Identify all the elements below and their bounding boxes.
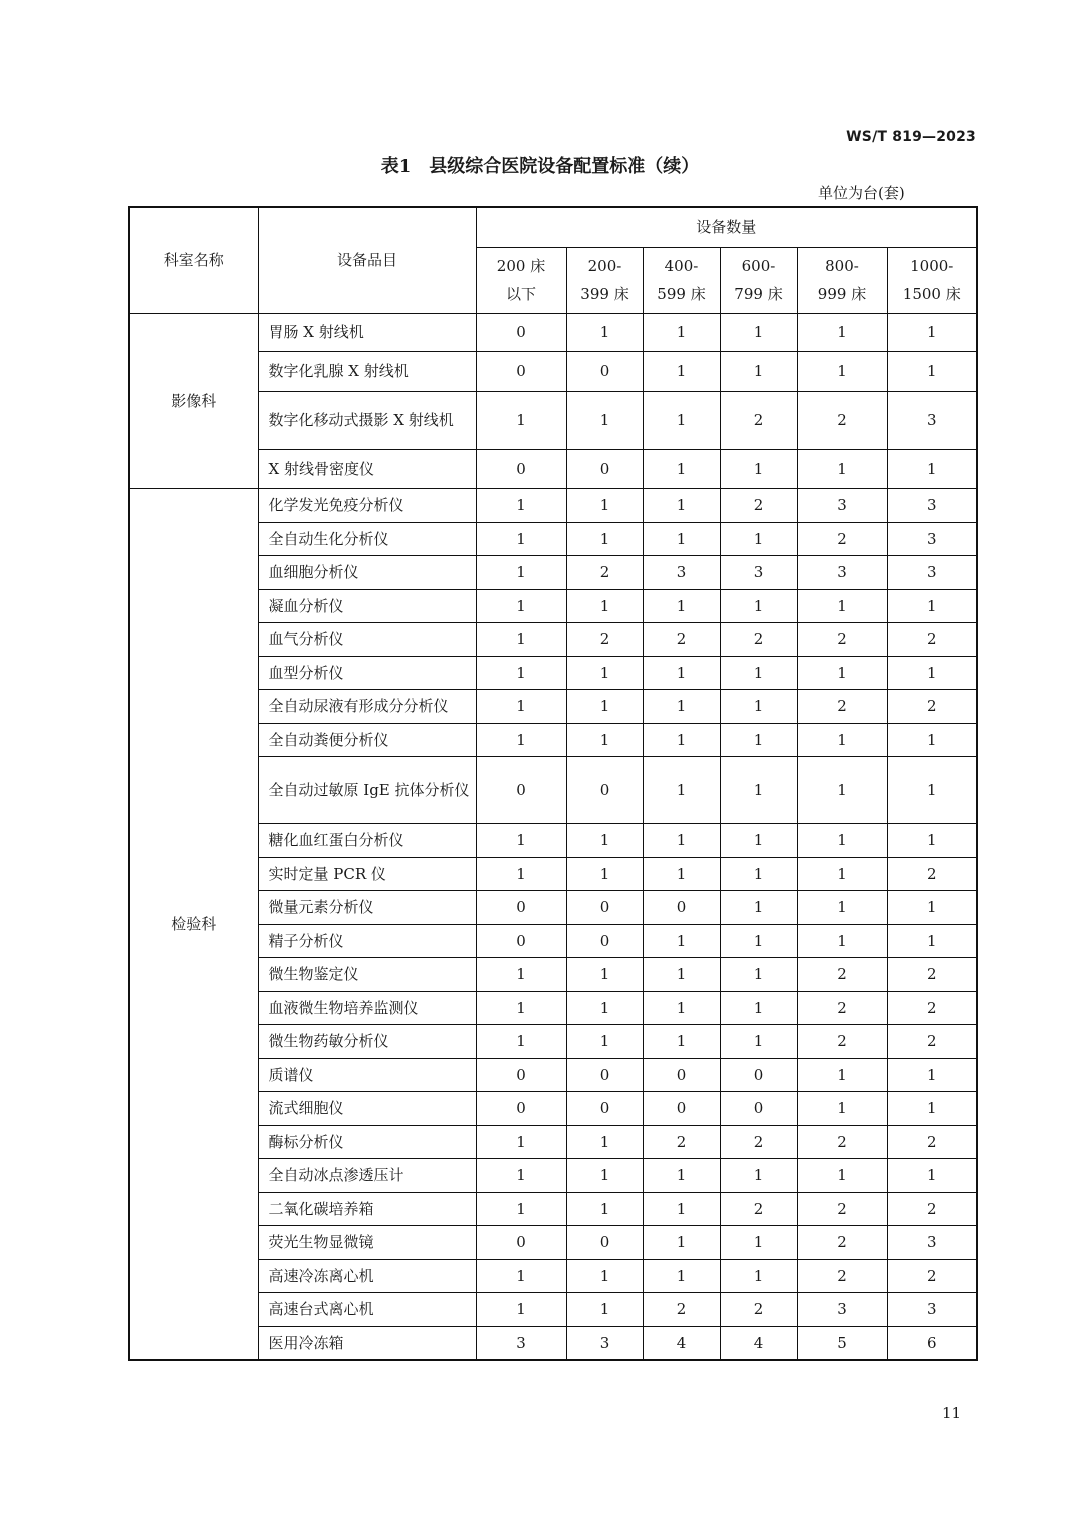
header-bed-group-line: 1000- <box>910 257 954 275</box>
quantity-cell: 1 <box>476 1125 566 1158</box>
quantity-cell: 1 <box>566 1125 643 1158</box>
quantity-cell: 1 <box>566 689 643 723</box>
quantity-cell: 1 <box>476 589 566 622</box>
quantity-cell: 3 <box>887 555 977 589</box>
header-bed-group <box>476 247 566 313</box>
quantity-cell: 1 <box>476 555 566 589</box>
quantity-cell: 0 <box>476 890 566 924</box>
quantity-cell: 1 <box>720 1225 797 1259</box>
quantity-cell: 1 <box>566 1158 643 1192</box>
quantity-cell: 1 <box>720 656 797 689</box>
quantity-cell: 1 <box>643 1259 720 1292</box>
quantity-cell: 4 <box>643 1326 720 1360</box>
quantity-cell: 0 <box>476 924 566 957</box>
quantity-cell: 1 <box>476 1192 566 1225</box>
quantity-cell: 1 <box>643 689 720 723</box>
quantity-cell: 1 <box>797 656 887 689</box>
quantity-cell: 2 <box>797 522 887 555</box>
quantity-cell: 1 <box>720 857 797 890</box>
quantity-cell: 1 <box>476 1259 566 1292</box>
table-title-text: 县级综合医院设备配置标准（续） <box>429 156 700 177</box>
quantity-cell: 1 <box>643 656 720 689</box>
header-bed-group-line: 799 床 <box>734 285 783 303</box>
item-cell: 流式细胞仪 <box>258 1091 476 1125</box>
quantity-cell: 1 <box>797 857 887 890</box>
quantity-cell: 1 <box>643 723 720 756</box>
quantity-cell: 0 <box>476 756 566 823</box>
item-cell: 医用冷冻箱 <box>258 1326 476 1360</box>
quantity-cell: 2 <box>797 1024 887 1058</box>
quantity-cell: 2 <box>797 991 887 1024</box>
header-bed-group-line: 599 床 <box>657 285 706 303</box>
quantity-cell: 1 <box>476 522 566 555</box>
quantity-cell: 1 <box>476 991 566 1024</box>
quantity-cell: 0 <box>566 756 643 823</box>
quantity-cell: 1 <box>643 1225 720 1259</box>
item-cell: 全自动生化分析仪 <box>258 522 476 555</box>
quantity-cell: 1 <box>566 823 643 857</box>
quantity-cell: 1 <box>476 823 566 857</box>
quantity-cell: 1 <box>566 488 643 522</box>
quantity-cell: 1 <box>720 823 797 857</box>
table-title <box>0 152 1080 178</box>
quantity-cell: 1 <box>643 823 720 857</box>
quantity-cell: 1 <box>643 488 720 522</box>
quantity-cell: 2 <box>797 1192 887 1225</box>
quantity-cell: 1 <box>643 522 720 555</box>
quantity-cell: 1 <box>643 1024 720 1058</box>
quantity-cell: 3 <box>887 488 977 522</box>
quantity-cell: 1 <box>643 857 720 890</box>
quantity-cell: 1 <box>643 1192 720 1225</box>
quantity-cell: 1 <box>720 589 797 622</box>
quantity-cell: 0 <box>476 449 566 488</box>
quantity-cell: 0 <box>476 1225 566 1259</box>
item-cell: 高速台式离心机 <box>258 1292 476 1326</box>
quantity-cell: 1 <box>566 1259 643 1292</box>
quantity-cell: 2 <box>887 622 977 656</box>
quantity-cell: 1 <box>887 723 977 756</box>
header-bed-group <box>887 247 977 313</box>
quantity-cell: 1 <box>797 1091 887 1125</box>
quantity-cell: 3 <box>797 555 887 589</box>
quantity-cell: 1 <box>476 857 566 890</box>
quantity-cell: 1 <box>720 1158 797 1192</box>
quantity-cell: 0 <box>643 1091 720 1125</box>
item-cell: 全自动粪便分析仪 <box>258 723 476 756</box>
quantity-cell: 0 <box>566 924 643 957</box>
quantity-cell: 0 <box>643 890 720 924</box>
quantity-cell: 1 <box>720 522 797 555</box>
quantity-cell: 1 <box>476 622 566 656</box>
quantity-cell: 1 <box>476 1158 566 1192</box>
quantity-cell: 1 <box>566 857 643 890</box>
item-cell: 全自动冰点渗透压计 <box>258 1158 476 1192</box>
quantity-cell: 1 <box>566 1292 643 1326</box>
item-cell: 数字化乳腺 X 射线机 <box>258 351 476 391</box>
quantity-cell: 3 <box>476 1326 566 1360</box>
quantity-cell: 2 <box>797 622 887 656</box>
quantity-cell: 1 <box>566 313 643 351</box>
quantity-cell: 0 <box>643 1058 720 1091</box>
quantity-cell: 2 <box>887 857 977 890</box>
quantity-cell: 6 <box>887 1326 977 1360</box>
quantity-cell: 0 <box>566 890 643 924</box>
quantity-cell: 0 <box>476 313 566 351</box>
quantity-cell: 0 <box>476 1091 566 1125</box>
header-bed-group <box>797 247 887 313</box>
item-cell: 全自动过敏原 IgE 抗体分析仪 <box>258 756 476 823</box>
quantity-cell: 2 <box>643 1125 720 1158</box>
document-id: WS/T 819—2023 <box>846 129 976 145</box>
quantity-cell: 1 <box>476 656 566 689</box>
quantity-cell: 2 <box>720 1192 797 1225</box>
quantity-cell: 0 <box>566 1091 643 1125</box>
quantity-cell: 3 <box>887 1225 977 1259</box>
quantity-cell: 1 <box>643 589 720 622</box>
quantity-cell: 1 <box>566 991 643 1024</box>
item-cell: 血细胞分析仪 <box>258 555 476 589</box>
quantity-cell: 1 <box>797 924 887 957</box>
header-bed-group-line: 以下 <box>505 285 536 303</box>
header-dept: 科室名称 <box>129 207 258 313</box>
header-bed-group-line: 600- <box>741 257 776 275</box>
quantity-cell: 1 <box>643 313 720 351</box>
quantity-cell: 1 <box>797 351 887 391</box>
item-cell: 荧光生物显微镜 <box>258 1225 476 1259</box>
quantity-cell: 1 <box>720 957 797 991</box>
quantity-cell: 2 <box>887 957 977 991</box>
quantity-cell: 1 <box>797 313 887 351</box>
quantity-cell: 1 <box>643 957 720 991</box>
item-cell: 血气分析仪 <box>258 622 476 656</box>
quantity-cell: 1 <box>566 723 643 756</box>
header-bed-group <box>720 247 797 313</box>
header-quantity: 设备数量 <box>476 207 977 247</box>
quantity-cell: 0 <box>566 449 643 488</box>
quantity-cell: 1 <box>476 689 566 723</box>
quantity-cell: 1 <box>720 890 797 924</box>
quantity-cell: 1 <box>566 656 643 689</box>
quantity-cell: 1 <box>566 522 643 555</box>
item-cell: 高速冷冻离心机 <box>258 1259 476 1292</box>
header-item: 设备品目 <box>258 207 476 313</box>
item-cell: 微生物药敏分析仪 <box>258 1024 476 1058</box>
quantity-cell: 2 <box>720 1125 797 1158</box>
quantity-cell: 1 <box>643 924 720 957</box>
quantity-cell: 1 <box>643 449 720 488</box>
quantity-cell: 1 <box>720 723 797 756</box>
quantity-cell: 1 <box>797 449 887 488</box>
quantity-cell: 3 <box>720 555 797 589</box>
quantity-cell: 1 <box>797 756 887 823</box>
quantity-cell: 1 <box>720 1024 797 1058</box>
quantity-cell: 1 <box>797 1058 887 1091</box>
dept-cell: 检验科 <box>129 488 258 1360</box>
quantity-cell: 1 <box>887 449 977 488</box>
table-row <box>129 488 977 522</box>
quantity-cell: 1 <box>887 1091 977 1125</box>
quantity-cell: 1 <box>887 313 977 351</box>
quantity-cell: 1 <box>887 924 977 957</box>
quantity-cell: 2 <box>887 991 977 1024</box>
quantity-cell: 1 <box>566 1192 643 1225</box>
quantity-cell: 1 <box>643 391 720 449</box>
item-cell: 血液微生物培养监测仪 <box>258 991 476 1024</box>
quantity-cell: 3 <box>887 522 977 555</box>
page-number: 11 <box>942 1404 962 1422</box>
quantity-cell: 1 <box>720 991 797 1024</box>
header-bed-group <box>643 247 720 313</box>
header-bed-group-line: 400- <box>664 257 699 275</box>
quantity-cell: 2 <box>797 957 887 991</box>
header-bed-group-line: 1500 床 <box>902 285 961 303</box>
quantity-cell: 3 <box>887 391 977 449</box>
quantity-cell: 1 <box>476 1024 566 1058</box>
quantity-cell: 1 <box>476 488 566 522</box>
quantity-cell: 1 <box>476 723 566 756</box>
quantity-cell: 2 <box>643 1292 720 1326</box>
item-cell: 血型分析仪 <box>258 656 476 689</box>
item-cell: 二氧化碳培养箱 <box>258 1192 476 1225</box>
quantity-cell: 2 <box>797 391 887 449</box>
quantity-cell: 1 <box>720 689 797 723</box>
quantity-cell: 1 <box>887 589 977 622</box>
quantity-cell: 0 <box>566 1225 643 1259</box>
quantity-cell: 1 <box>797 589 887 622</box>
quantity-cell: 2 <box>887 1125 977 1158</box>
quantity-cell: 0 <box>476 1058 566 1091</box>
quantity-cell: 2 <box>797 1225 887 1259</box>
quantity-cell: 2 <box>720 488 797 522</box>
quantity-cell: 1 <box>643 991 720 1024</box>
item-cell: 糖化血红蛋白分析仪 <box>258 823 476 857</box>
quantity-cell: 1 <box>720 449 797 488</box>
quantity-cell: 1 <box>887 351 977 391</box>
quantity-cell: 2 <box>566 555 643 589</box>
quantity-cell: 2 <box>887 1192 977 1225</box>
quantity-cell: 1 <box>720 924 797 957</box>
table-number: 表1 <box>380 156 412 177</box>
quantity-cell: 1 <box>643 351 720 391</box>
quantity-cell: 2 <box>887 1024 977 1058</box>
quantity-cell: 1 <box>797 890 887 924</box>
equipment-table <box>128 206 978 1361</box>
quantity-cell: 1 <box>566 589 643 622</box>
quantity-cell: 1 <box>476 391 566 449</box>
item-cell: 数字化移动式摄影 X 射线机 <box>258 391 476 449</box>
item-cell: 实时定量 PCR 仪 <box>258 857 476 890</box>
quantity-cell: 1 <box>720 313 797 351</box>
unit-note: 单位为台(套) <box>818 184 905 202</box>
quantity-cell: 0 <box>566 1058 643 1091</box>
item-cell: 微量元素分析仪 <box>258 890 476 924</box>
quantity-cell: 1 <box>720 756 797 823</box>
quantity-cell: 2 <box>797 1125 887 1158</box>
header-bed-group <box>566 247 643 313</box>
quantity-cell: 4 <box>720 1326 797 1360</box>
quantity-cell: 1 <box>476 957 566 991</box>
quantity-cell: 1 <box>476 1292 566 1326</box>
item-cell: 凝血分析仪 <box>258 589 476 622</box>
quantity-cell: 2 <box>720 1292 797 1326</box>
quantity-cell: 2 <box>566 622 643 656</box>
quantity-cell: 1 <box>643 756 720 823</box>
header-bed-group-line: 800- <box>825 257 859 275</box>
quantity-cell: 1 <box>797 1158 887 1192</box>
quantity-cell: 1 <box>720 351 797 391</box>
quantity-cell: 3 <box>887 1292 977 1326</box>
quantity-cell: 1 <box>887 890 977 924</box>
quantity-cell: 2 <box>720 391 797 449</box>
quantity-cell: 1 <box>887 756 977 823</box>
quantity-cell: 1 <box>643 1158 720 1192</box>
quantity-cell: 1 <box>797 723 887 756</box>
item-cell: X 射线骨密度仪 <box>258 449 476 488</box>
quantity-cell: 1 <box>887 1058 977 1091</box>
quantity-cell: 0 <box>720 1091 797 1125</box>
quantity-cell: 3 <box>797 488 887 522</box>
quantity-cell: 1 <box>887 1158 977 1192</box>
header-bed-group-line: 200- <box>587 257 622 275</box>
quantity-cell: 1 <box>887 823 977 857</box>
quantity-cell: 2 <box>797 689 887 723</box>
quantity-cell: 1 <box>797 823 887 857</box>
header-bed-group-line: 999 床 <box>817 285 867 303</box>
header-bed-group-line: 200 床 <box>496 257 546 275</box>
quantity-cell: 0 <box>720 1058 797 1091</box>
quantity-cell: 3 <box>797 1292 887 1326</box>
item-cell: 微生物鉴定仪 <box>258 957 476 991</box>
item-cell: 全自动尿液有形成分分析仪 <box>258 689 476 723</box>
quantity-cell: 2 <box>797 1259 887 1292</box>
dept-cell: 影像科 <box>129 313 258 488</box>
item-cell: 化学发光免疫分析仪 <box>258 488 476 522</box>
quantity-cell: 0 <box>476 351 566 391</box>
item-cell: 质谱仪 <box>258 1058 476 1091</box>
quantity-cell: 2 <box>887 689 977 723</box>
item-cell: 酶标分析仪 <box>258 1125 476 1158</box>
item-cell: 胃肠 X 射线机 <box>258 313 476 351</box>
quantity-cell: 3 <box>566 1326 643 1360</box>
quantity-cell: 1 <box>566 391 643 449</box>
quantity-cell: 1 <box>566 957 643 991</box>
quantity-cell: 2 <box>887 1259 977 1292</box>
quantity-cell: 2 <box>720 622 797 656</box>
header-bed-group-line: 399 床 <box>580 285 629 303</box>
quantity-cell: 2 <box>643 622 720 656</box>
quantity-cell: 1 <box>887 656 977 689</box>
table-row <box>129 313 977 351</box>
quantity-cell: 3 <box>643 555 720 589</box>
quantity-cell: 5 <box>797 1326 887 1360</box>
item-cell: 精子分析仪 <box>258 924 476 957</box>
quantity-cell: 1 <box>566 1024 643 1058</box>
quantity-cell: 0 <box>566 351 643 391</box>
quantity-cell: 1 <box>720 1259 797 1292</box>
